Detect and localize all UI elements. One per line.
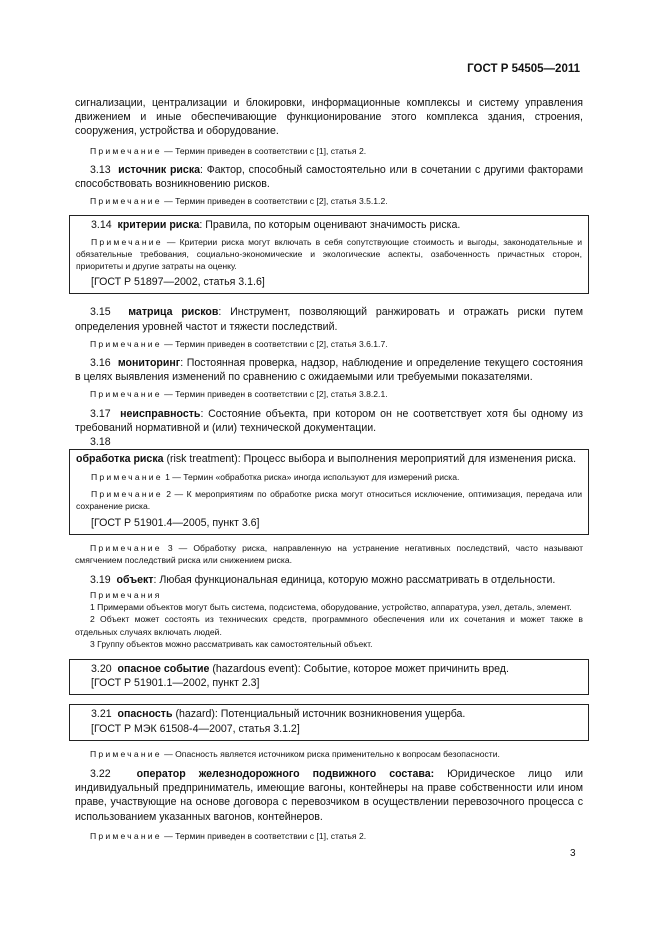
term-3-22: 3.22 оператор железнодорожного подвижного состава: Юридическое лицо или индивидуальный предприниматель, имеющие вагоны, контейнеры на праве собственности или ином праве, участвующие на основе договора с перевозчиком в осуществлении перевозочного процесса с использованием указанных вагонов, контейнеров. [75, 767, 583, 823]
term-name: источник риска [118, 163, 201, 176]
term-3-19-note-1: 1 Примерами объектов могут быть система, подсистема, оборудование, устройство, аппаратура, узел, деталь, элемент. [90, 602, 572, 613]
term-3-14-reference: [ГОСТ Р 51897—2002, статья 3.1.6] [91, 276, 265, 289]
term-3-19-notes-heading: Примечания [90, 589, 162, 600]
term-name: мониторинг [117, 357, 181, 370]
intro-note: Примечание — Термин приведен в соответствии с [1], статья 2. [90, 145, 367, 156]
page-number: 3 [570, 848, 576, 859]
term-3-19: 3.19 объект: Любая функциональная единица, которую можно рассматривать в отдельности. [90, 573, 556, 586]
term-3-16-note: Примечание — Термин приведен в соответствии с [2], статья 3.8.2.1. [90, 389, 388, 400]
term-name: объект [116, 573, 154, 586]
term-3-15-note: Примечание — Термин приведен в соответствии с [2], статья 3.6.1.7. [90, 338, 388, 349]
term-name: оператор железнодорожного подвижного состава: [136, 767, 435, 780]
term-3-17: 3.17 неисправность: Состояние объекта, при котором он не соответствует хотя бы одному из требований нормативной и (или) технической документации. [75, 407, 583, 434]
term-3-14-note: Примечание — Критерии риска могут включать в себя сопутствующие стоимость и выгоды, законодательные и обязательные требования, социально-экономические и экологические аспекты, озабоченность причастных сторон, приоритеты и другие затраты на оценку. [76, 236, 582, 272]
term-3-19-note-2: 2 Объект может состоять из технических средств, программного обеспечения или их сочетания и может также в отдельных случаях включать людей. [75, 614, 583, 637]
term-name: обработка риска [76, 453, 164, 466]
term-3-13-note: Примечание — Термин приведен в соответствии с [2], статья 3.5.1.2. [90, 196, 388, 207]
term-name: опасность [117, 708, 173, 721]
term-3-20-box [69, 659, 589, 695]
term-name: матрица рисков [128, 306, 219, 319]
term-3-18-note-3: Примечание 3 — Обработку риска, направленную на устранение негативных последствий, часто называют смягчением последствий риска или снижением риска. [75, 543, 584, 566]
term-3-18-box [69, 449, 589, 535]
document-body [75, 96, 583, 842]
term-3-21-note: Примечание — Опасность является источником риска применительно к вопросам безопасности. [90, 748, 500, 759]
term-name: опасное событие [117, 662, 210, 675]
term-3-18-note-2: Примечание 2 — К мероприятиям по обработке риска могут относиться исключение, оптимизация, передача или сохранение риска. [76, 488, 582, 511]
note-label: Примечание [90, 145, 162, 156]
term-3-20-reference: [ГОСТ Р 51901.1—2002, пункт 2.3] [91, 677, 260, 690]
term-3-13: 3.13 источник риска: Фактор, способный самостоятельно или в сочетании с другими факторами способствовать возникновению рисков. [75, 163, 583, 191]
term-3-22-note: Примечание — Термин приведен в соответствии с [1], статья 2. [90, 830, 367, 841]
intro-paragraph: сигнализации, централизации и блокировки, информационные комплексы и систему управления движением и иные обеспечивающие функционирование этого комплекса здания, строения, сооружения, устройства и оборудование. [75, 97, 583, 138]
term-3-20: 3.20 опасное событие (hazardous event): Событие, которое может причинить вред. [91, 662, 509, 675]
term-3-15: 3.15 матрица рисков: Инструмент, позволяющий ранжировать и отражать риски путем определения уровней частот и тяжести последствий. [75, 306, 583, 333]
term-name: критерии риска [117, 219, 200, 232]
term-3-18-reference: [ГОСТ Р 51901.4—2005, пункт 3.6] [91, 517, 260, 530]
term-3-18: обработка риска (risk treatment): Процесс выбора и выполнения мероприятий для изменения риска. [76, 453, 577, 466]
term-3-21-box [69, 704, 589, 740]
term-3-18-number: 3.18 [90, 436, 111, 449]
term-3-21: 3.21 опасность (hazard): Потенциальный источник возникновения ущерба. [91, 708, 466, 721]
term-3-14: 3.14 критерии риска: Правила, по которым оценивают значимость риска. [91, 219, 461, 232]
term-name: неисправность [120, 407, 201, 420]
term-3-18-note-1: Примечание 1 — Термин «обработка риска» иногда используют для измерений риска. [91, 472, 460, 483]
document-header: ГОСТ Р 54505—2011 [467, 63, 580, 75]
term-3-16: 3.16 мониторинг: Постоянная проверка, надзор, наблюдение и определение текущего состояния в целях выявления изменений по сравнению с ожидаемыми или требуемыми показателями. [75, 357, 584, 384]
term-3-19-note-3: 3 Группу объектов можно рассматривать как самостоятельный объект. [90, 638, 373, 649]
term-3-21-reference: [ГОСТ Р МЭК 61508-4—2007, статья 3.1.2] [91, 722, 300, 735]
term-3-14-box [69, 215, 589, 294]
